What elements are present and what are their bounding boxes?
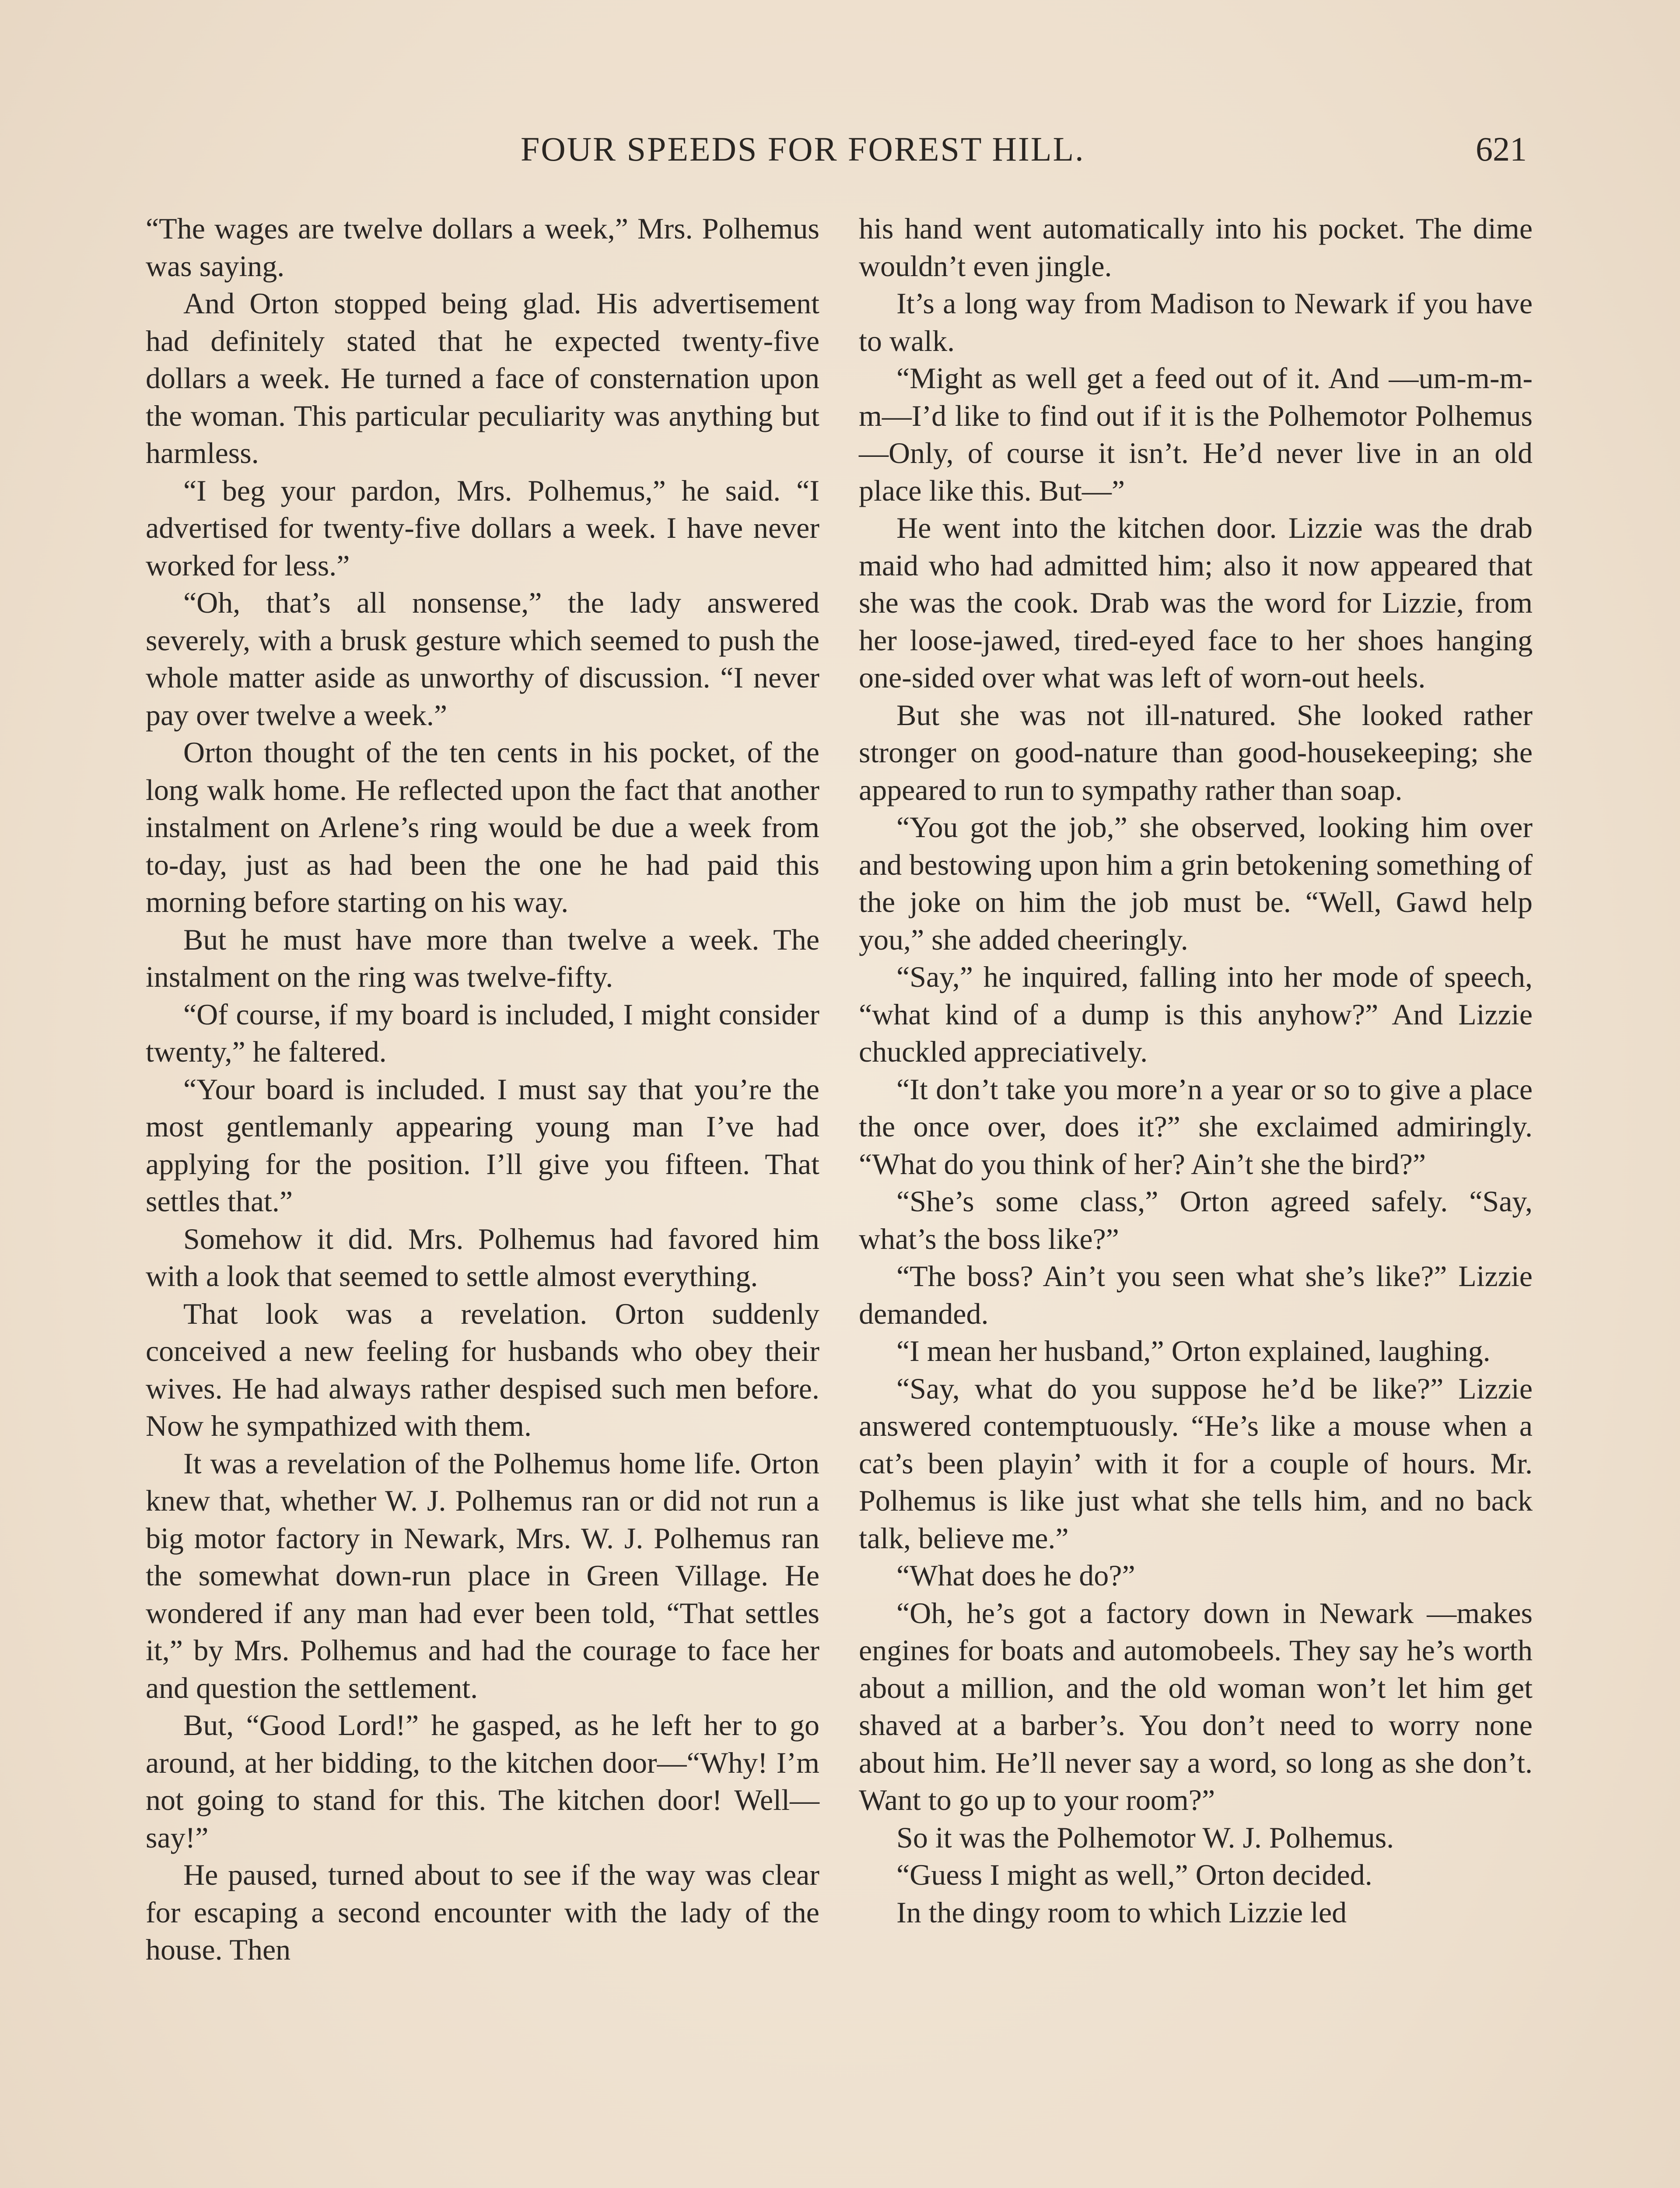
paragraph: “Say,” he inquired, falling into her mode of speech, “what kind of a dump is this anyhow?” And Lizzie chuckled appreciatively.	[859, 960, 1533, 1068]
paragraph: It was a revelation of the Polhemus home life. Orton knew that, whether W. J. Polhemus ran or did not run a big motor factory in Newark, Mrs. W. J. Polhemus ran the somewhat down-run place in Green Village. He wondered if any man had ever been told, “That settles it,” by Mrs. Polhemus and had the courage to face her and question the settlement.	[146, 1446, 819, 1704]
paragraph: Somehow it did. Mrs. Polhemus had favored him with a look that seemed to settle almost everything.	[146, 1222, 819, 1293]
left-column	[146, 210, 819, 1969]
paragraph: He went into the kitchen door. Lizzie was the drab maid who had admitted him; also it now appeared that she was the cook. Drab was the word for Lizzie, from her loose-jawed, tired-eyed face to her shoes hanging one-sided over what was left of worn-out heels.	[859, 511, 1533, 694]
paragraph: That look was a revelation. Orton suddenly conceived a new feeling for husbands who obey their wives. He had always rather despised such men before. Now he sympathized with them.	[146, 1297, 819, 1442]
paragraph: But she was not ill-natured. She looked rather stronger on good-nature than good-housekeeping; she appeared to run to sympathy rather than soap.	[859, 698, 1533, 806]
paragraph: But, “Good Lord!” he gasped, as he left her to go around, at her bidding, to the kitchen door—“Why! I’m not going to stand for this. The kitchen door! Well—say!”	[146, 1708, 819, 1854]
paragraph: He paused, turned about to see if the way was clear for escaping a second encounter with the lady of the house. Then	[146, 1858, 819, 1966]
paragraph: And Orton stopped being glad. His advertisement had definitely stated that he expected twenty-five dollars a week. He turned a face of consternation upon the woman. This particular peculiarity was anything but harmless.	[146, 287, 819, 470]
paragraph: In the dingy room to which Lizzie led	[896, 1895, 1347, 1929]
paragraph: “Your board is included. I must say that you’re the most gentlemanly appearing young man I’ve had applying for the position. I’ll give you fifteen. That settles that.”	[146, 1072, 819, 1218]
paragraph: But he must have more than twelve a week. The instalment on the ring was twelve-fifty.	[146, 922, 819, 993]
paragraph: “Oh, that’s all nonsense,” the lady answered severely, with a brusk gesture which seemed to push the whole matter aside as unworthy of discussion. “I never pay over twelve a week.”	[146, 586, 819, 732]
paragraph: “The wages are twelve dollars a week,” Mrs. Polhemus was saying.	[146, 212, 819, 283]
paragraph: So it was the Polhemotor W. J. Polhemus.	[896, 1820, 1394, 1854]
paragraph: “What does he do?”	[896, 1559, 1135, 1592]
page-number: 621	[1476, 130, 1527, 168]
paragraph: his hand went automatically into his pocket. The dime wouldn’t even jingle.	[859, 212, 1533, 283]
paragraph: It’s a long way from Madison to Newark if you have to walk.	[859, 287, 1533, 358]
paragraph: “It don’t take you more’n a year or so to give a place the once over, does it?” she exclaimed admiringly. “What do you think of her? Ain’t she the bird?”	[859, 1072, 1533, 1181]
paragraph: “Of course, if my board is included, I might consider twenty,” he faltered.	[146, 997, 819, 1068]
paragraph: “The boss? Ain’t you seen what she’s like?” Lizzie demanded.	[859, 1259, 1533, 1330]
paragraph: “Guess I might as well,” Orton decided.	[896, 1858, 1372, 1891]
paragraph: Orton thought of the ten cents in his pocket, of the long walk home. He reflected upon the fact that another instalment on Arlene’s ring would be due a week from to-day, just as had been the one he had paid this morning before starting on his way.	[146, 736, 819, 919]
right-column	[859, 210, 1533, 1931]
page-header	[144, 130, 1536, 178]
paragraph: “She’s some class,” Orton agreed safely. “Say, what’s the boss like?”	[859, 1185, 1533, 1255]
running-head: FOUR SPEEDS FOR FOREST HILL.	[521, 130, 1085, 168]
paragraph: “I mean her husband,” Orton explained, laughing.	[896, 1334, 1491, 1368]
paragraph: “Might as well get a feed out of it. And —um-m-m-m—I’d like to find out if it is the Polhemotor Polhemus—Only, of course it isn’t. He’d never live in an old place like this. But—”	[859, 361, 1533, 507]
paragraph: “Oh, he’s got a factory down in Newark —makes engines for boats and automobeels. They say he’s worth about a million, and the old woman won’t let him get shaved at a barber’s. You don’t need to worry none about him. He’ll never say a word, so long as she don’t. Want to go up to your room?”	[859, 1596, 1533, 1816]
paragraph: “Say, what do you suppose he’d be like?” Lizzie answered contemptuously. “He’s like a mouse when a cat’s been playin’ with it for a couple of hours. Mr. Polhemus is like just what she tells him, and no back talk, believe me.”	[859, 1371, 1533, 1555]
paragraph: “I beg your pardon, Mrs. Polhemus,” he said. “I advertised for twenty-five dollars a week. I have never worked for less.”	[146, 473, 819, 582]
paragraph: “You got the job,” she observed, looking him over and bestowing upon him a grin betokening something of the joke on him the job must be. “Well, Gawd help you,” she added cheeringly.	[859, 810, 1533, 956]
